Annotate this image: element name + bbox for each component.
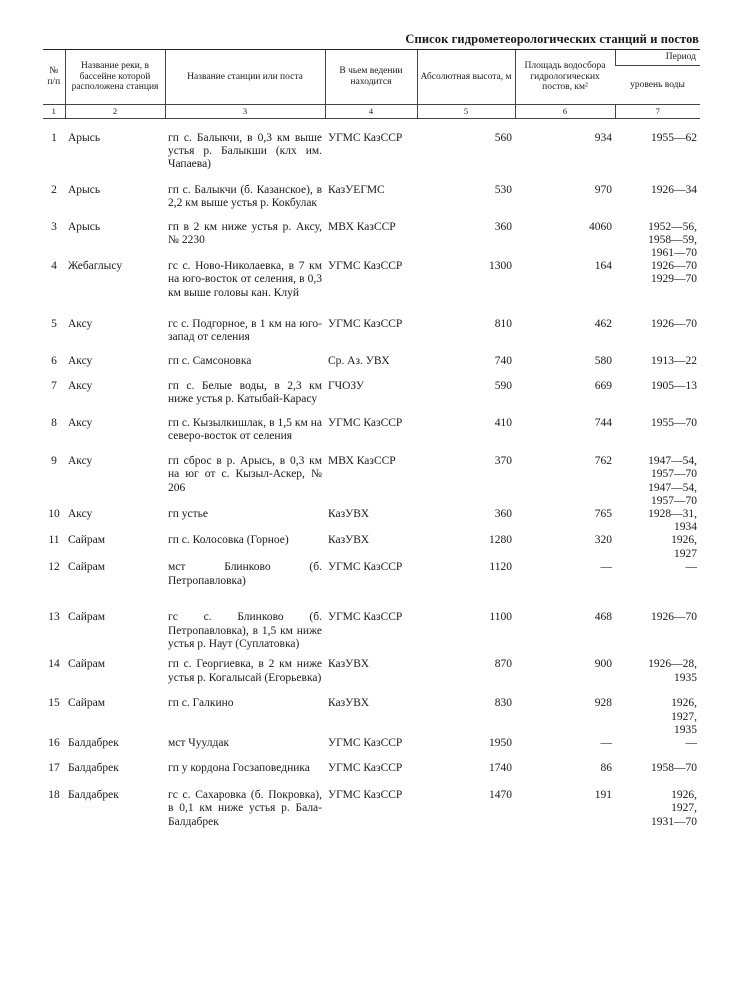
catchment-area-value: 669 bbox=[594, 380, 612, 393]
water-level-period-line: 1947—54, bbox=[648, 455, 697, 468]
water-level-period bbox=[615, 737, 700, 762]
water-level-period bbox=[615, 417, 700, 455]
river-name: Сайрам bbox=[68, 534, 106, 547]
table-row bbox=[43, 762, 700, 789]
water-level-period-line: 1926—70 bbox=[651, 611, 697, 624]
altitude-value: 870 bbox=[494, 658, 512, 671]
catchment-area-value: 320 bbox=[594, 534, 612, 547]
agency-name: УГМС КазССР bbox=[328, 260, 403, 273]
header-area: Площадь водосбора гидрологических постов, км² bbox=[515, 50, 615, 105]
station-name: мст Чуулдак bbox=[168, 737, 230, 750]
water-level-period-line: 1955—70 bbox=[651, 417, 697, 430]
station-name: гп у кордона Госзаповедника bbox=[168, 762, 310, 775]
altitude-value: 530 bbox=[494, 183, 512, 196]
water-level-period-line: 1935 bbox=[674, 671, 697, 684]
river-name: Сайрам bbox=[68, 561, 106, 574]
altitude-value: 560 bbox=[494, 132, 512, 144]
row-number: 2 bbox=[51, 183, 57, 196]
agency-name: КазУВХ bbox=[328, 508, 369, 521]
agency-name: УГМС КазССР bbox=[328, 762, 403, 775]
catchment-area-value: — bbox=[600, 561, 612, 574]
water-level-period-line: 1955—62 bbox=[651, 132, 697, 144]
river-name: Аксу bbox=[68, 508, 93, 521]
header-station: Название станции или поста bbox=[165, 50, 325, 105]
row-number: 14 bbox=[48, 658, 60, 671]
table-row bbox=[43, 697, 700, 737]
table-row bbox=[43, 534, 700, 561]
header-agency: В чьем ведении находится bbox=[325, 50, 417, 105]
station-name: гп с. Галкино bbox=[168, 697, 234, 710]
column-number: 3 bbox=[165, 105, 325, 119]
water-level-period-line: 1926—34 bbox=[651, 183, 697, 196]
column-number: 4 bbox=[325, 105, 417, 119]
agency-name: МВХ КазССР bbox=[328, 220, 396, 233]
table-row bbox=[43, 355, 700, 380]
water-level-period-line: 1952—56, bbox=[648, 220, 697, 233]
catchment-area-value: 4060 bbox=[589, 220, 612, 233]
column-number: 2 bbox=[65, 105, 165, 119]
row-number: 3 bbox=[51, 220, 57, 233]
station-name: гп с. Белые воды, в 2,3 км ниже устья р. Катыбай-Карасу bbox=[168, 380, 322, 406]
altitude-value: 370 bbox=[494, 455, 512, 468]
water-level-period bbox=[615, 260, 700, 318]
column-number-row bbox=[43, 105, 700, 119]
altitude-value: 1300 bbox=[489, 260, 512, 273]
catchment-area-value: — bbox=[600, 737, 612, 750]
water-level-period-line: 1926, bbox=[671, 789, 697, 802]
water-level-period bbox=[615, 762, 700, 789]
header-num: № п/п bbox=[43, 50, 65, 105]
river-name: Арысь bbox=[68, 183, 101, 196]
row-number: 18 bbox=[48, 789, 60, 802]
catchment-area-value: 468 bbox=[594, 611, 612, 624]
row-number: 16 bbox=[48, 737, 60, 750]
catchment-area-value: 744 bbox=[594, 417, 612, 430]
water-level-period-line: 1926—70 bbox=[651, 260, 697, 273]
table-row bbox=[43, 789, 700, 851]
header-water-level: уровень воды bbox=[630, 79, 685, 90]
water-level-period bbox=[615, 789, 700, 851]
catchment-area-value: 765 bbox=[594, 508, 612, 521]
catchment-area-value: 762 bbox=[594, 455, 612, 468]
station-name: гп с. Балыкчи (б. Казанское), в 2,2 км выше устья р. Кокбулак bbox=[168, 183, 322, 209]
row-number: 17 bbox=[48, 762, 60, 775]
station-name: гс с. Ново-Николаевка, в 7 км на юго-восток от селения, в 0,3 км выше головы кан. Клуй bbox=[168, 260, 322, 299]
water-level-period bbox=[615, 561, 700, 611]
row-number: 13 bbox=[48, 611, 60, 624]
row-number: 4 bbox=[51, 260, 57, 273]
altitude-value: 1470 bbox=[489, 789, 512, 802]
altitude-value: 1120 bbox=[489, 561, 512, 574]
row-number: 12 bbox=[48, 561, 60, 574]
catchment-area-value: 970 bbox=[594, 183, 612, 196]
water-level-period bbox=[615, 611, 700, 658]
station-name: гс с. Блинково (б. Петропавловка), в 1,5 км ниже устья р. Наут (Суплатовка) bbox=[168, 611, 322, 650]
table-row bbox=[43, 455, 700, 508]
river-name: Сайрам bbox=[68, 611, 106, 624]
river-name: Балдабрек bbox=[68, 762, 119, 775]
table-row bbox=[43, 658, 700, 697]
catchment-area-value: 934 bbox=[594, 132, 612, 144]
agency-name: КазУВХ bbox=[328, 697, 369, 710]
water-level-period bbox=[615, 697, 700, 737]
catchment-area-value: 86 bbox=[600, 762, 612, 775]
water-level-period-line: 1958—70 bbox=[651, 762, 697, 775]
river-name: Арысь bbox=[68, 220, 101, 233]
agency-name: УГМС КазССР bbox=[328, 789, 403, 802]
water-level-period-line: 1931—70 bbox=[651, 815, 697, 828]
water-level-period-line: 1961—70 bbox=[651, 246, 697, 259]
row-number: 6 bbox=[51, 355, 57, 368]
table-row bbox=[43, 508, 700, 534]
altitude-value: 740 bbox=[494, 355, 512, 368]
station-name: гс с. Сахаровка (б. Покровка), в 0,1 км ниже устья р. Бала-Балдабрек bbox=[168, 789, 322, 828]
water-level-period-line: 1927 bbox=[674, 547, 697, 560]
agency-name: КазУВХ bbox=[328, 534, 369, 547]
water-level-period-line: 1928—31, bbox=[648, 508, 697, 521]
water-level-period-line: 1913—22 bbox=[651, 355, 697, 368]
column-number: 5 bbox=[417, 105, 515, 119]
row-number: 11 bbox=[48, 534, 60, 547]
table-row bbox=[43, 561, 700, 611]
water-level-period bbox=[615, 455, 700, 508]
column-number: 7 bbox=[615, 105, 700, 119]
altitude-value: 590 bbox=[494, 380, 512, 393]
agency-name: УГМС КазССР bbox=[328, 417, 403, 430]
water-level-period bbox=[615, 221, 700, 261]
river-name: Аксу bbox=[68, 355, 93, 368]
water-level-period-line: 1926, bbox=[671, 697, 697, 710]
water-level-period-line: 1934 bbox=[674, 521, 697, 534]
water-level-period-line: — bbox=[685, 737, 697, 750]
altitude-value: 360 bbox=[494, 220, 512, 233]
altitude-value: 810 bbox=[494, 318, 512, 331]
water-level-period-line: 1929—70 bbox=[651, 273, 697, 286]
catchment-area-value: 900 bbox=[594, 658, 612, 671]
water-level-period-line: 1947—54, bbox=[648, 481, 697, 494]
agency-name: КазУВХ bbox=[328, 658, 369, 671]
catchment-area-value: 580 bbox=[594, 355, 612, 368]
table-row bbox=[43, 380, 700, 417]
table-row bbox=[43, 184, 700, 221]
row-number: 7 bbox=[51, 380, 57, 393]
agency-name: Ср. Аз. УВХ bbox=[328, 355, 390, 368]
catchment-area-value: 928 bbox=[594, 697, 612, 710]
river-name: Аксу bbox=[68, 417, 93, 430]
station-name: мст Блинково (б. Петропавловка) bbox=[168, 561, 322, 587]
agency-name: УГМС КазССР bbox=[328, 737, 403, 750]
altitude-value: 1740 bbox=[489, 762, 512, 775]
river-name: Аксу bbox=[68, 318, 93, 331]
catchment-area-value: 164 bbox=[594, 260, 612, 273]
water-level-period-line: 1957—70 bbox=[651, 494, 697, 507]
water-level-period-line: 1926, bbox=[671, 534, 697, 547]
station-name: гп с. Кызылкишлак, в 1,5 км на северо-восток от селения bbox=[168, 417, 322, 443]
station-name: гп с. Георгиевка, в 2 км ниже устья р. Когалысай (Егорьевка) bbox=[168, 658, 322, 684]
table-row bbox=[43, 119, 700, 184]
water-level-period bbox=[615, 658, 700, 697]
agency-name: МВХ КазССР bbox=[328, 455, 396, 468]
header-river: Название реки, в бассейне которой расположена станция bbox=[65, 50, 165, 105]
table-row bbox=[43, 221, 700, 261]
catchment-area-value: 191 bbox=[594, 789, 612, 802]
altitude-value: 1100 bbox=[489, 611, 512, 624]
river-name: Аксу bbox=[68, 455, 93, 468]
water-level-period-line: 1958—59, bbox=[648, 233, 697, 246]
altitude-value: 830 bbox=[494, 697, 512, 710]
column-number: 1 bbox=[43, 105, 65, 119]
row-number: 10 bbox=[48, 508, 60, 521]
water-level-period-line: 1927, bbox=[671, 710, 697, 723]
water-level-period-line: 1927, bbox=[671, 802, 697, 815]
water-level-period-line: 1935 bbox=[674, 723, 697, 736]
water-level-period bbox=[615, 119, 700, 184]
water-level-period bbox=[615, 508, 700, 534]
agency-name: ГЧОЗУ bbox=[328, 380, 365, 393]
header-period: Период bbox=[615, 50, 700, 66]
river-name: Балдабрек bbox=[68, 789, 119, 802]
river-name: Сайрам bbox=[68, 697, 106, 710]
table-row bbox=[43, 318, 700, 355]
river-name: Арысь bbox=[68, 132, 101, 144]
table-row bbox=[43, 260, 700, 318]
altitude-value: 360 bbox=[494, 508, 512, 521]
header-altitude: Абсолютная высота, м bbox=[417, 50, 515, 105]
station-name: гп в 2 км ниже устья р. Аксу, № 2230 bbox=[168, 220, 322, 246]
table-row bbox=[43, 611, 700, 658]
station-name: гс с. Подгорное, в 1 км на юго-запад от селения bbox=[168, 318, 322, 344]
altitude-value: 410 bbox=[494, 417, 512, 430]
station-name: гп сброс в р. Арысь, в 0,3 км на юг от с. Кызыл-Аскер, № 206 bbox=[168, 455, 322, 494]
river-name: Сайрам bbox=[68, 658, 106, 671]
agency-name: УГМС КазССР bbox=[328, 318, 403, 331]
catchment-area-value: 462 bbox=[594, 318, 612, 331]
agency-name: УГМС КазССР bbox=[328, 611, 403, 624]
table-row bbox=[43, 417, 700, 455]
station-name: гп с. Самсоновка bbox=[168, 355, 252, 368]
river-name: Жебаглысу bbox=[68, 260, 123, 273]
row-number: 15 bbox=[48, 697, 60, 710]
river-name: Аксу bbox=[68, 380, 93, 393]
station-name: гп с. Колосовка (Горное) bbox=[168, 534, 289, 547]
agency-name: КазУЕГМС bbox=[328, 183, 385, 196]
altitude-value: 1280 bbox=[489, 534, 512, 547]
water-level-period-line: 1957—70 bbox=[651, 468, 697, 481]
agency-name: УГМС КазССР bbox=[328, 561, 403, 574]
water-level-period-line: 1905—13 bbox=[651, 380, 697, 393]
water-level-period bbox=[615, 355, 700, 380]
column-number: 6 bbox=[515, 105, 615, 119]
water-level-period bbox=[615, 318, 700, 355]
water-level-period-line: 1926—28, bbox=[648, 658, 697, 671]
stations-table bbox=[43, 49, 700, 851]
row-number: 8 bbox=[51, 417, 57, 430]
row-number: 9 bbox=[51, 455, 57, 468]
page-title: Список гидрометеорологических станций и постов bbox=[405, 32, 699, 46]
water-level-period bbox=[615, 184, 700, 221]
water-level-period-line: — bbox=[685, 561, 697, 574]
row-number: 5 bbox=[51, 318, 57, 331]
water-level-period bbox=[615, 380, 700, 417]
water-level-period-line: 1926—70 bbox=[651, 318, 697, 331]
table-body bbox=[43, 119, 700, 852]
agency-name: УГМС КазССР bbox=[328, 132, 403, 144]
station-name: гп устье bbox=[168, 508, 208, 521]
station-name: гп с. Балыкчи, в 0,3 км выше устья р. Балыкши (клх им. Чапаева) bbox=[168, 132, 322, 171]
row-number: 1 bbox=[51, 132, 57, 144]
river-name: Балдабрек bbox=[68, 737, 119, 750]
table-row bbox=[43, 737, 700, 762]
water-level-period bbox=[615, 534, 700, 561]
altitude-value: 1950 bbox=[489, 737, 512, 750]
